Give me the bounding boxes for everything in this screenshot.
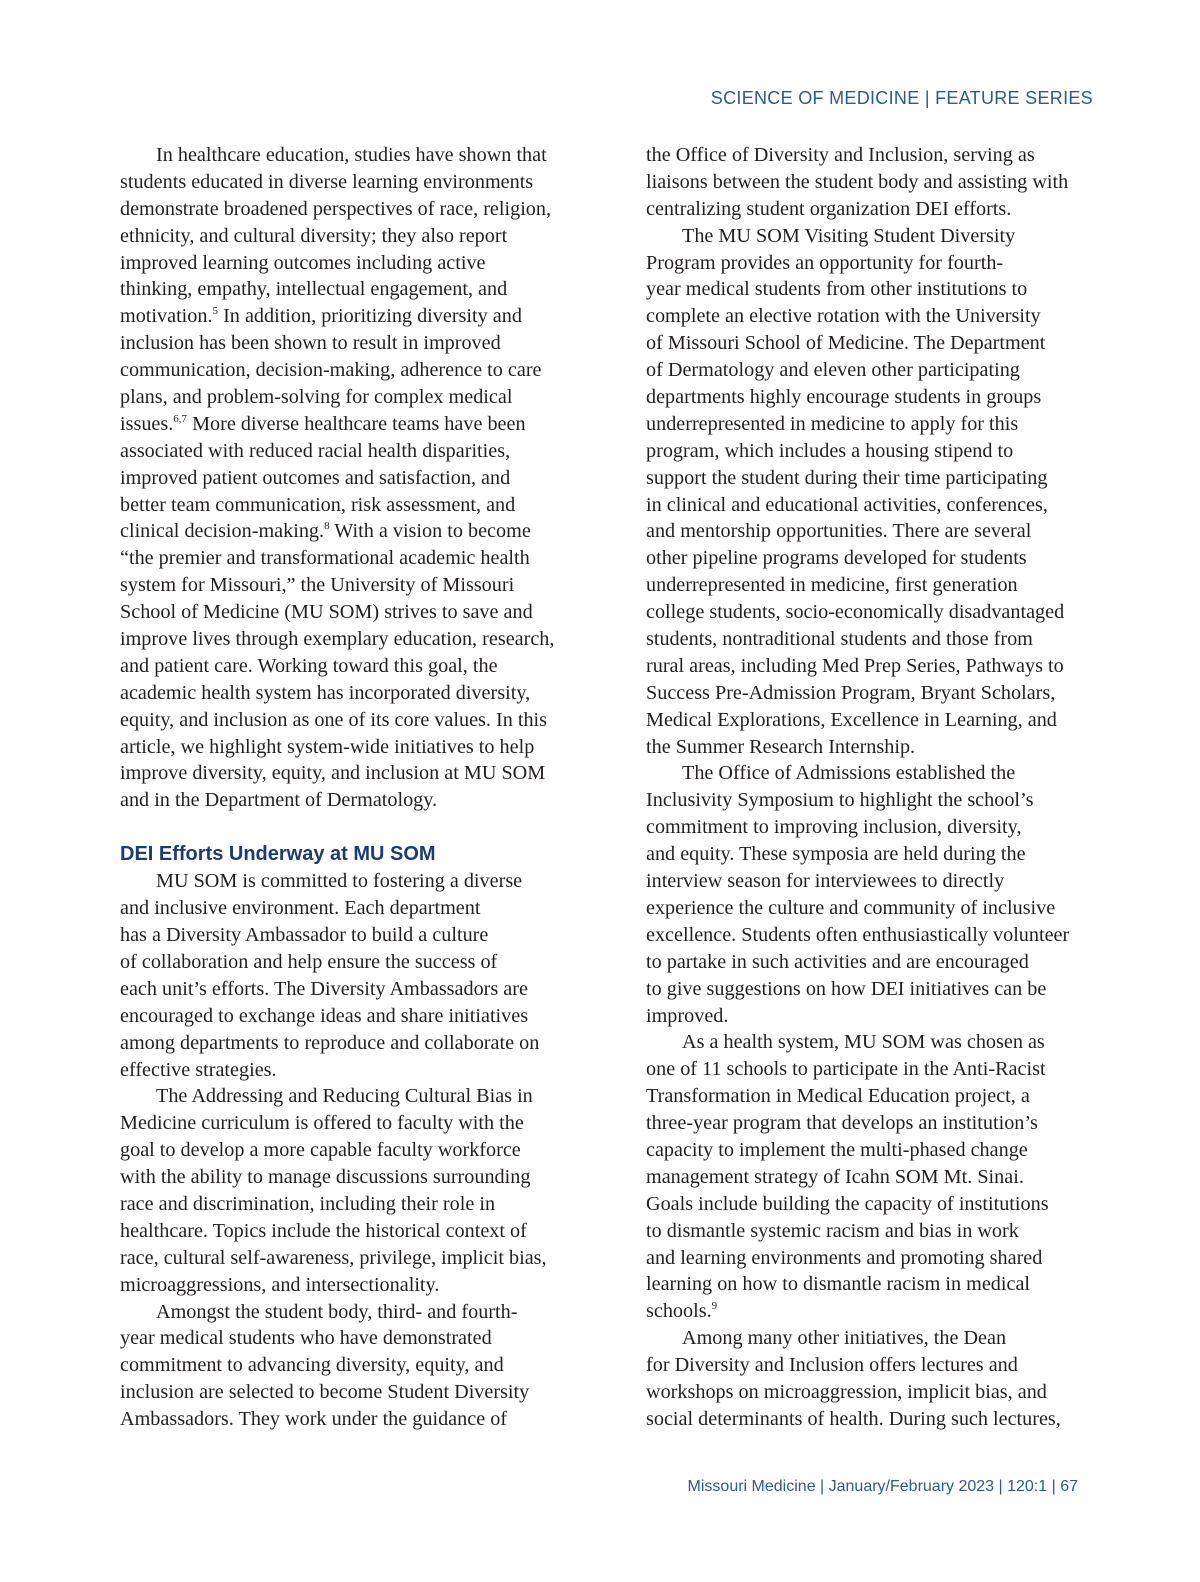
text-line: and patient care. Working toward this goal, the bbox=[120, 654, 498, 677]
text-line: thinking, empathy, intellectual engagement, and bbox=[120, 278, 508, 301]
text-line: to give suggestions on how DEI initiatives can be bbox=[646, 977, 1047, 1000]
text-line: improved. bbox=[646, 1004, 729, 1027]
text-line: departments highly encourage students in groups bbox=[646, 386, 1042, 409]
text-line: and mentorship opportunities. There are several bbox=[646, 520, 1032, 543]
text-line: and learning environments and promoting shared bbox=[646, 1246, 1043, 1269]
text-line: underrepresented in medicine, first generation bbox=[646, 574, 1018, 597]
text-line: healthcare. Topics include the historical context of bbox=[120, 1219, 527, 1242]
text-line: better team communication, risk assessment, and bbox=[120, 493, 516, 516]
text-line: Amongst the student body, third- and fourth- bbox=[156, 1300, 518, 1323]
text-segment: motivation. bbox=[120, 305, 213, 328]
text-line: improved learning outcomes including active bbox=[120, 251, 486, 274]
text-line: underrepresented in medicine to apply for this bbox=[646, 412, 1019, 435]
text-line: improve diversity, equity, and inclusion at MU SOM bbox=[120, 762, 546, 785]
text-line: Medicine curriculum is offered to faculty with the bbox=[120, 1112, 524, 1135]
text-line bbox=[120, 303, 590, 330]
text-line: article, we highlight system-wide initiatives to help bbox=[120, 735, 535, 758]
text-line: The MU SOM Visiting Student Diversity bbox=[682, 224, 1016, 247]
text-line: improve lives through exemplary education, research, bbox=[120, 628, 555, 651]
text-line: demonstrate broadened perspectives of race, religion, bbox=[120, 197, 552, 220]
text-line: Medical Explorations, Excellence in Learning, and bbox=[646, 708, 1057, 731]
text-line: encouraged to exchange ideas and share initiatives bbox=[120, 1004, 529, 1027]
running-header: SCIENCE OF MEDICINE | FEATURE SERIES bbox=[710, 88, 1093, 108]
text-line: experience the culture and community of inclusive bbox=[646, 896, 1056, 919]
text-line bbox=[120, 518, 590, 545]
text-line: three-year program that develops an institution’s bbox=[646, 1112, 1038, 1135]
lectures-paragraph bbox=[646, 1325, 1111, 1433]
text-line: liaisons between the student body and assisting with bbox=[646, 170, 1069, 193]
text-line: Transformation in Medical Education project, a bbox=[646, 1085, 1030, 1108]
symposium-paragraph bbox=[646, 760, 1111, 1029]
text-line: capacity to implement the multi-phased change bbox=[646, 1138, 1028, 1161]
text-line: to dismantle systemic racism and bias in work bbox=[646, 1219, 1019, 1242]
text-line: In healthcare education, studies have shown that bbox=[156, 144, 547, 166]
text-line: “the premier and transformational academic health bbox=[120, 547, 530, 570]
text-segment: In addition, prioritizing diversity and bbox=[218, 305, 522, 328]
text-line: associated with reduced racial health disparities, bbox=[120, 439, 511, 462]
student-ambassador-paragraph bbox=[120, 1299, 590, 1433]
text-line: Success Pre-Admission Program, Bryant Scholars, bbox=[646, 681, 1056, 704]
right-column bbox=[646, 142, 1111, 1433]
text-line: race, cultural self-awareness, privilege, implicit bias, bbox=[120, 1246, 547, 1269]
text-line: each unit’s efforts. The Diversity Ambassadors are bbox=[120, 977, 528, 1000]
text-line: for Diversity and Inclusion offers lectures and bbox=[646, 1354, 1018, 1377]
text-line: goal to develop a more capable faculty workforce bbox=[120, 1139, 521, 1162]
intro-paragraph bbox=[120, 142, 590, 814]
text-line: year medical students from other institutions to bbox=[646, 278, 1028, 301]
text-line: complete an elective rotation with the University bbox=[646, 305, 1041, 328]
text-line: in clinical and educational activities, conferences, bbox=[646, 493, 1048, 516]
text-line: learning on how to dismantle racism in medical bbox=[646, 1273, 1031, 1296]
text-segment: clinical decision-making. bbox=[120, 520, 325, 543]
text-line: improved patient outcomes and satisfaction, and bbox=[120, 466, 511, 489]
text-line: and in the Department of Dermatology. bbox=[120, 789, 438, 812]
text-line: The Office of Admissions established the bbox=[682, 762, 1016, 785]
text-line: to partake in such activities and are encouraged bbox=[646, 950, 1029, 973]
text-line: the Summer Research Internship. bbox=[646, 735, 916, 758]
text-line: of Missouri School of Medicine. The Department bbox=[646, 332, 1046, 355]
ambassador-paragraph bbox=[120, 868, 590, 1083]
text-line: commitment to improving inclusion, diversity, bbox=[646, 816, 1022, 839]
text-line: communication, decision-making, adherence to care bbox=[120, 359, 542, 382]
text-segment: issues. bbox=[120, 412, 174, 435]
text-line: one of 11 schools to participate in the Anti-Racist bbox=[646, 1058, 1046, 1081]
left-column bbox=[120, 142, 590, 1433]
text-line: race and discrimination, including their role in bbox=[120, 1192, 496, 1215]
text-line: workshops on microaggression, implicit bias, and bbox=[646, 1380, 1047, 1403]
text-line: program, which includes a housing stipend to bbox=[646, 439, 1014, 462]
text-line: system for Missouri,” the University of Missouri bbox=[120, 574, 515, 597]
text-line: inclusion are selected to become Student Diversity bbox=[120, 1381, 530, 1404]
text-line: Among many other initiatives, the Dean bbox=[682, 1327, 1007, 1350]
text-line: and inclusive environment. Each department bbox=[120, 897, 481, 920]
text-line: The Addressing and Reducing Cultural Bias in bbox=[156, 1085, 533, 1108]
text-line: commitment to advancing diversity, equity, and bbox=[120, 1354, 504, 1377]
section-heading: DEI Efforts Underway at MU SOM bbox=[120, 843, 436, 866]
anti-racist-paragraph bbox=[646, 1029, 1111, 1325]
text-line: academic health system has incorporated diversity, bbox=[120, 681, 531, 704]
curriculum-paragraph bbox=[120, 1083, 590, 1298]
text-line: Inclusivity Symposium to highlight the school’s bbox=[646, 789, 1034, 812]
text-line: social determinants of health. During such lectures, bbox=[646, 1407, 1061, 1430]
citation-superscript: 8 bbox=[324, 520, 330, 533]
text-line: equity, and inclusion as one of its core values. In this bbox=[120, 708, 548, 731]
continuation-paragraph bbox=[646, 142, 1111, 223]
text-segment: With a vision to become bbox=[329, 520, 531, 543]
text-line: MU SOM is committed to fostering a diverse bbox=[156, 870, 523, 893]
text-line: with the ability to manage discussions surrounding bbox=[120, 1166, 531, 1189]
text-line: other pipeline programs developed for students bbox=[646, 547, 1027, 570]
text-line: support the student during their time participating bbox=[646, 466, 1048, 489]
text-line: among departments to reproduce and collaborate on bbox=[120, 1031, 540, 1054]
text-line: year medical students who have demonstrated bbox=[120, 1327, 492, 1350]
text-line: the Office of Diversity and Inclusion, serving as bbox=[646, 144, 1035, 166]
text-line: interview season for interviewees to directly bbox=[646, 870, 1005, 893]
text-line: management strategy of Icahn SOM Mt. Sinai. bbox=[646, 1165, 1024, 1188]
citation-superscript: 6,7 bbox=[173, 412, 188, 425]
citation-superscript: 5 bbox=[212, 305, 219, 318]
text-line: excellence. Students often enthusiastically volunteer bbox=[646, 923, 1070, 946]
text-line: and equity. These symposia are held during the bbox=[646, 843, 1026, 866]
text-line: students educated in diverse learning environments bbox=[120, 170, 534, 193]
running-footer: Missouri Medicine | January/February 2023 | 120:1 | 67 bbox=[687, 1478, 1078, 1495]
text-line: Ambassadors. They work under the guidance of bbox=[120, 1408, 508, 1431]
text-line: inclusion has been shown to result in improved bbox=[120, 332, 501, 355]
text-line: centralizing student organization DEI efforts. bbox=[646, 197, 1012, 220]
visiting-program-paragraph bbox=[646, 223, 1111, 761]
text-line: microaggressions, and intersectionality. bbox=[120, 1273, 440, 1296]
text-line: rural areas, including Med Prep Series, Pathways to bbox=[646, 654, 1064, 677]
text-line: Goals include building the capacity of institutions bbox=[646, 1192, 1049, 1215]
text-line: As a health system, MU SOM was chosen as bbox=[682, 1031, 1045, 1054]
citation-superscript: 9 bbox=[711, 1300, 718, 1313]
text-line: of Dermatology and eleven other participating bbox=[646, 359, 1020, 382]
text-segment: schools. bbox=[646, 1300, 712, 1323]
text-line bbox=[646, 1298, 1111, 1325]
text-segment: More diverse healthcare teams have been bbox=[187, 412, 526, 435]
text-line: School of Medicine (MU SOM) strives to save and bbox=[120, 601, 533, 624]
text-line: Program provides an opportunity for fourth- bbox=[646, 251, 1004, 274]
text-line: has a Diversity Ambassador to build a culture bbox=[120, 924, 489, 947]
text-line: effective strategies. bbox=[120, 1058, 277, 1081]
text-line: plans, and problem-solving for complex medical bbox=[120, 386, 513, 409]
text-line: of collaboration and help ensure the success of bbox=[120, 950, 498, 973]
text-line: ethnicity, and cultural diversity; they also report bbox=[120, 224, 508, 247]
text-line bbox=[120, 411, 590, 438]
text-line: college students, socio-economically disadvantaged bbox=[646, 601, 1065, 624]
text-line: students, nontraditional students and those from bbox=[646, 628, 1033, 651]
